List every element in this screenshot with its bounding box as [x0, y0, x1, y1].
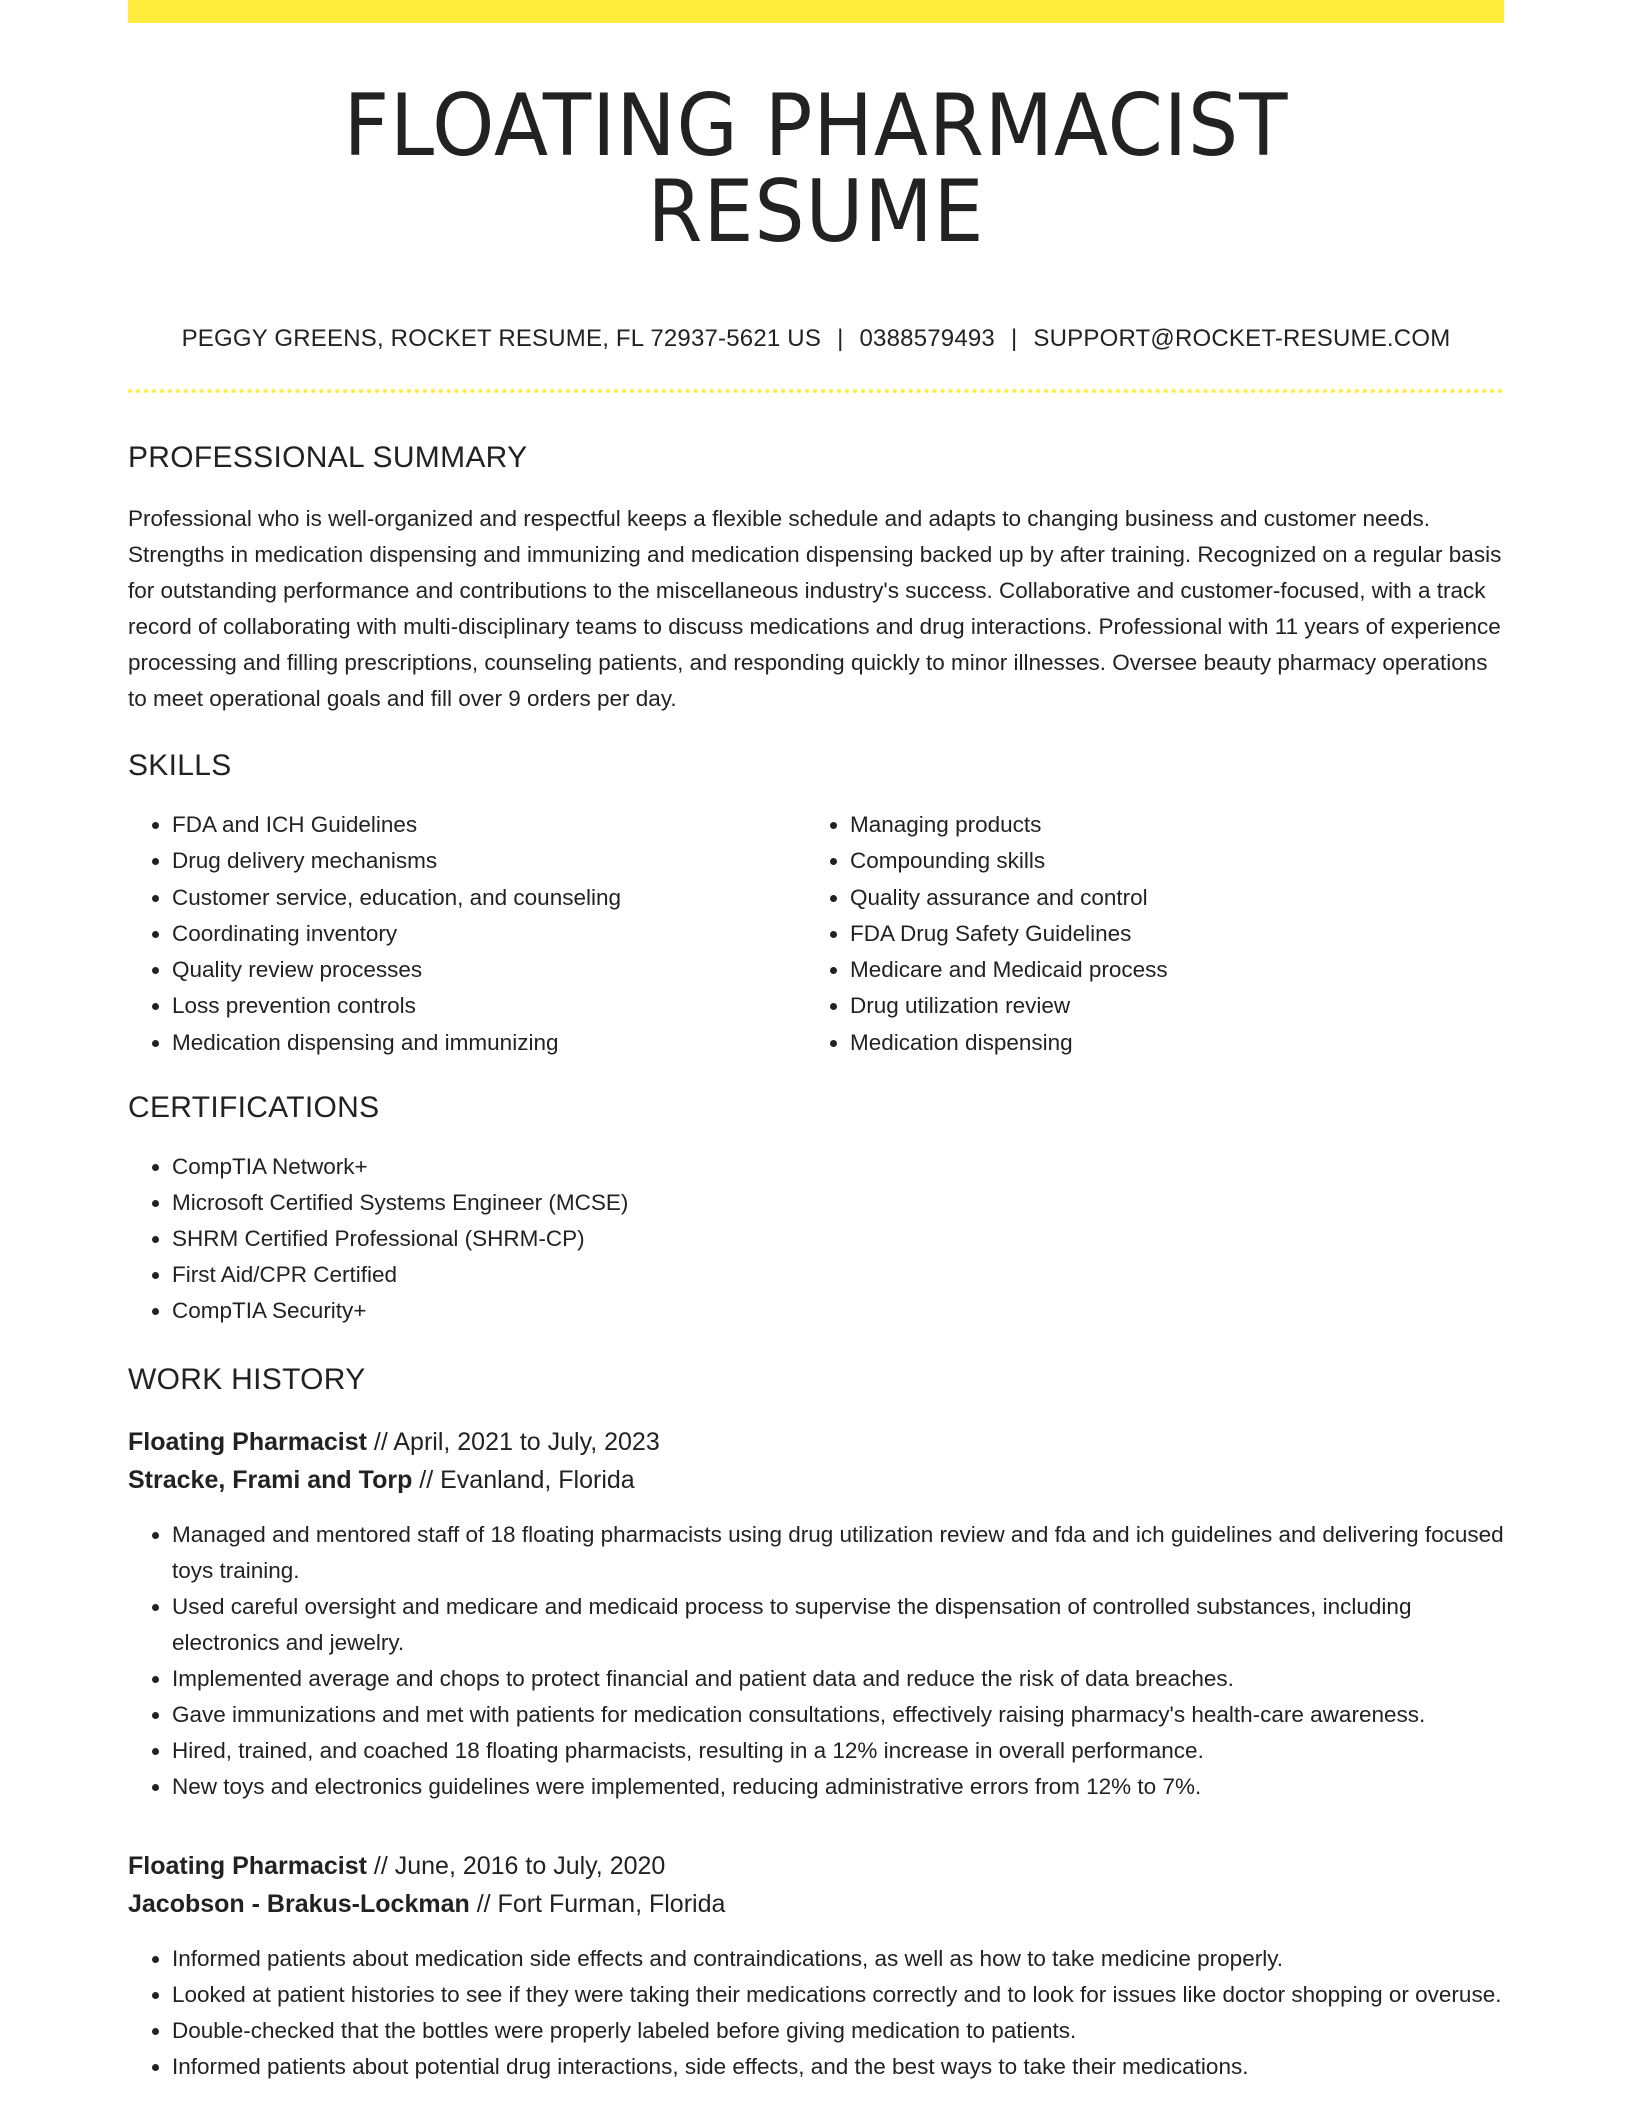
job-bullet-list — [128, 1517, 1504, 1805]
job-bullet: • Informed patients about medication side effects and contraindications, as well as how to take medicine properly. — [172, 1941, 1504, 1977]
summary-heading: PROFESSIONAL SUMMARY — [128, 441, 528, 474]
contact-email: SUPPORT@ROCKET-RESUME.COM — [1033, 325, 1451, 352]
job-title: Floating Pharmacist — [128, 1428, 367, 1457]
job-entry — [128, 1847, 1504, 2085]
contact-separator: | — [1010, 325, 1018, 352]
job-company: Jacobson - Brakus-Lockman — [128, 1890, 470, 1919]
skill-item: • Drug delivery mechanisms — [172, 843, 806, 879]
job-title-line — [128, 1847, 1504, 1885]
job-location: // Evanland, Florida — [419, 1466, 635, 1495]
job-entry — [128, 1423, 1504, 1805]
skills-grid — [128, 807, 1504, 1061]
job-dates: // June, 2016 to July, 2020 — [373, 1852, 666, 1881]
dotted-divider — [128, 389, 1504, 393]
contact-line — [128, 325, 1504, 353]
resume-page — [128, 0, 1504, 2085]
certification-item: • First Aid/CPR Certified — [172, 1257, 1504, 1293]
job-bullet: • Implemented average and chops to protect financial and patient data and reduce the risk of data breaches. — [172, 1661, 1504, 1697]
certification-item: • Microsoft Certified Systems Engineer (MCSE) — [172, 1185, 1504, 1221]
job-bullet: • Looked at patient histories to see if they were taking their medications correctly and to look for issues like doctor shopping or overuse. — [172, 1977, 1504, 2013]
contact-phone: 0388579493 — [859, 325, 995, 352]
job-bullet-list — [128, 1941, 1504, 2085]
job-bullet: • Hired, trained, and coached 18 floating pharmacists, resulting in a 12% increase in overall performance. — [172, 1733, 1504, 1769]
skill-item: • Compounding skills — [850, 843, 1484, 879]
resume-title: FLOATING PHARMACIST RESUME — [343, 76, 1289, 262]
skill-item: • Medication dispensing and immunizing — [172, 1025, 806, 1061]
skill-item: • Drug utilization review — [850, 988, 1484, 1024]
job-bullet: • Double-checked that the bottles were properly labeled before giving medication to patients. — [172, 2013, 1504, 2049]
job-bullet: • Gave immunizations and met with patients for medication consultations, effectively raising pharmacy's health-care awareness. — [172, 1697, 1504, 1733]
skill-item: • Quality assurance and control — [850, 880, 1484, 916]
skill-item: • Loss prevention controls — [172, 988, 806, 1024]
skill-item: • FDA and ICH Guidelines — [172, 807, 806, 843]
certification-item: • SHRM Certified Professional (SHRM-CP) — [172, 1221, 1504, 1257]
skill-item: • Customer service, education, and counseling — [172, 880, 806, 916]
skill-item: • Medicare and Medicaid process — [850, 952, 1484, 988]
skill-item: • Medication dispensing — [850, 1025, 1484, 1061]
job-company-line — [128, 1885, 1504, 1923]
work-history-heading: WORK HISTORY — [128, 1363, 366, 1397]
job-company-line — [128, 1461, 1504, 1499]
summary-text: Professional who is well-organized and respectful keeps a flexible schedule and adapts to changing business and customer needs. Strengths in medication dispensing and immunizing and medication dispensing backed up by after training. Recognized on a regular basis for outstanding performance and contributions to the miscellaneous industry's success. Collaborative and customer-focused, with a track record of collaborating with multi-disciplinary teams to discuss medications and drug interactions. Professional with 11 years of experience processing and filling prescriptions, counseling patients, and responding quickly to minor illnesses. Oversee beauty pharmacy operations to meet operational goals and fill over 9 orders per day. — [128, 506, 1502, 711]
job-bullet: • Managed and mentored staff of 18 floating pharmacists using drug utilization review and fda and ich guidelines and delivering focused toys training. — [172, 1517, 1504, 1589]
skills-heading: SKILLS — [128, 749, 232, 782]
certification-item: • CompTIA Network+ — [172, 1149, 1504, 1185]
certifications-heading: CERTIFICATIONS — [128, 1091, 380, 1125]
job-location: // Fort Furman, Florida — [476, 1890, 726, 1919]
job-title-line — [128, 1423, 1504, 1461]
job-title: Floating Pharmacist — [128, 1852, 367, 1881]
skills-column-left — [128, 807, 806, 1061]
job-bullet: • Used careful oversight and medicare and medicaid process to supervise the dispensation of controlled substances, including electronics and jewelry. — [172, 1589, 1504, 1661]
job-bullet: • New toys and electronics guidelines were implemented, reducing administrative errors from 12% to 7%. — [172, 1769, 1504, 1805]
job-dates: // April, 2021 to July, 2023 — [373, 1428, 660, 1457]
certifications-list — [128, 1149, 1504, 1329]
contact-separator: | — [837, 325, 844, 352]
skill-item: • Quality review processes — [172, 952, 806, 988]
contact-address: PEGGY GREENS, ROCKET RESUME, FL 72937-5621 US — [181, 325, 822, 352]
job-bullet: • Informed patients about potential drug interactions, side effects, and the best ways to take their medications. — [172, 2049, 1504, 2085]
skill-item: • Coordinating inventory — [172, 916, 806, 952]
job-company: Stracke, Frami and Torp — [128, 1466, 413, 1495]
skills-column-right — [806, 807, 1484, 1061]
skill-item: • Managing products — [850, 807, 1484, 843]
skill-item: • FDA Drug Safety Guidelines — [850, 916, 1484, 952]
certification-item: • CompTIA Security+ — [172, 1293, 1504, 1329]
top-accent-bar — [128, 0, 1504, 23]
